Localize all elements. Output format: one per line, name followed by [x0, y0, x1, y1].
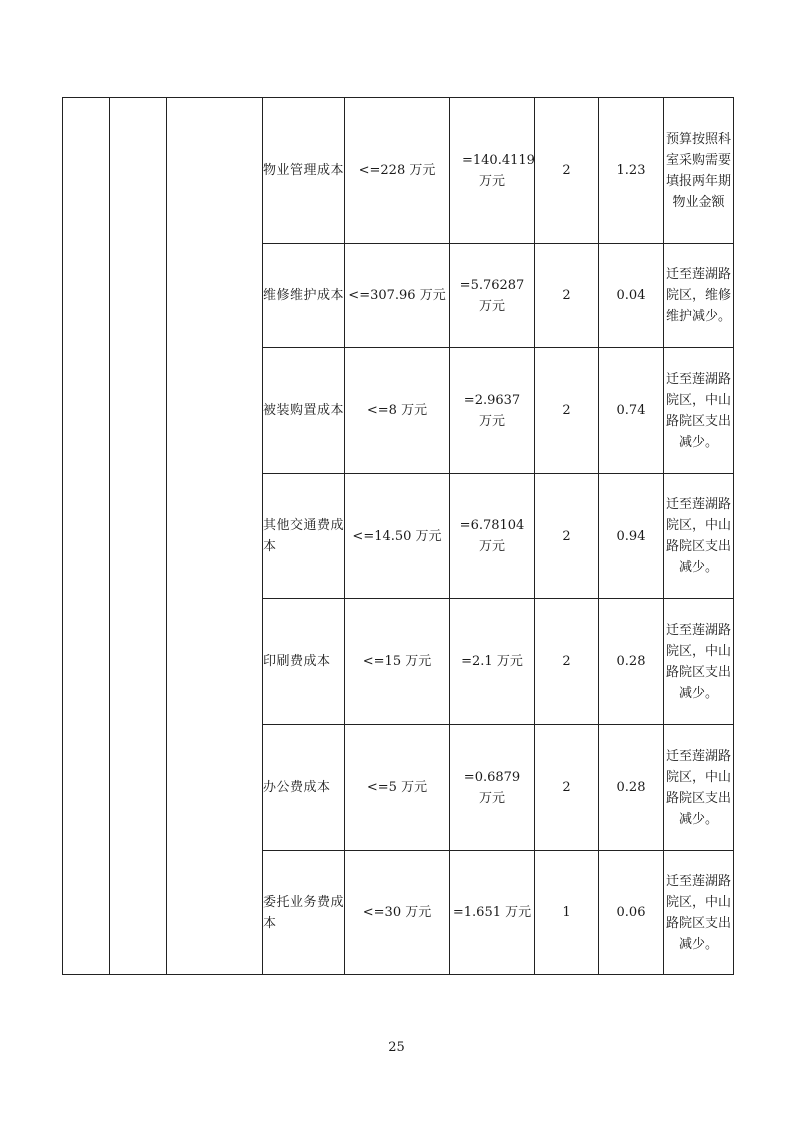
actual-value-text: =0.6879 万元: [463, 769, 521, 806]
note-text: 预算按照科室采购需要填报两年期物业金额: [664, 98, 734, 244]
score-value: 0.28: [599, 725, 664, 851]
score-value: 0.06: [599, 851, 664, 975]
actual-value-text: =140.4119 万元: [462, 152, 535, 189]
table-row: [63, 98, 734, 244]
actual-value: [450, 244, 535, 348]
target-value: <=8 万元: [345, 348, 450, 474]
actual-value: [450, 725, 535, 851]
weight-value: 2: [535, 474, 599, 599]
note-text: 迁至莲湖路院区，中山路院区支出减少。: [664, 599, 734, 725]
merged-blank-cell-3: [167, 98, 263, 975]
performance-table: [62, 97, 734, 975]
indicator-name: 维修维护成本: [263, 244, 345, 348]
weight-value: 1: [535, 851, 599, 975]
indicator-name: 印刷费成本: [263, 599, 345, 725]
actual-value: [450, 474, 535, 599]
note-text: 迁至莲湖路院区，中山路院区支出减少。: [664, 348, 734, 474]
indicator-name: 其他交通费成本: [263, 474, 345, 599]
score-value: 1.23: [599, 98, 664, 244]
note-text: 迁至莲湖路院区，中山路院区支出减少。: [664, 851, 734, 975]
note-text: 迁至莲湖路院区，中山路院区支出减少。: [664, 474, 734, 599]
indicator-name: 物业管理成本: [263, 98, 345, 244]
actual-value-text: =2.9637 万元: [463, 392, 521, 429]
actual-value: [450, 851, 535, 975]
actual-value: [450, 98, 535, 244]
weight-value: 2: [535, 599, 599, 725]
weight-value: 2: [535, 725, 599, 851]
weight-value: 2: [535, 98, 599, 244]
actual-value-text: =5.76287 万元: [459, 277, 525, 314]
indicator-name: 委托业务费成本: [263, 851, 345, 975]
target-value: <=5 万元: [345, 725, 450, 851]
merged-blank-cell-2: [110, 98, 167, 975]
score-value: 0.94: [599, 474, 664, 599]
note-text: 迁至莲湖路院区，中山路院区支出减少。: [664, 725, 734, 851]
target-value: <=30 万元: [345, 851, 450, 975]
page-number: 25: [388, 1040, 405, 1055]
weight-value: 2: [535, 244, 599, 348]
indicator-name: 办公费成本: [263, 725, 345, 851]
actual-value-text: =1.651 万元: [452, 905, 532, 920]
score-value: 0.74: [599, 348, 664, 474]
note-text: 迁至莲湖路院区，维修维护减少。: [664, 244, 734, 348]
weight-value: 2: [535, 348, 599, 474]
target-value: <=14.50 万元: [345, 474, 450, 599]
score-value: 0.28: [599, 599, 664, 725]
actual-value: [450, 599, 535, 725]
merged-blank-cell-1: [63, 98, 110, 975]
actual-value-text: =6.78104 万元: [459, 518, 525, 554]
actual-value: [450, 348, 535, 474]
target-value: <=228 万元: [345, 98, 450, 244]
actual-value-text: =2.1 万元: [461, 654, 523, 669]
score-value: 0.04: [599, 244, 664, 348]
target-value: <=307.96 万元: [345, 244, 450, 348]
indicator-name: 被装购置成本: [263, 348, 345, 474]
target-value: <=15 万元: [345, 599, 450, 725]
